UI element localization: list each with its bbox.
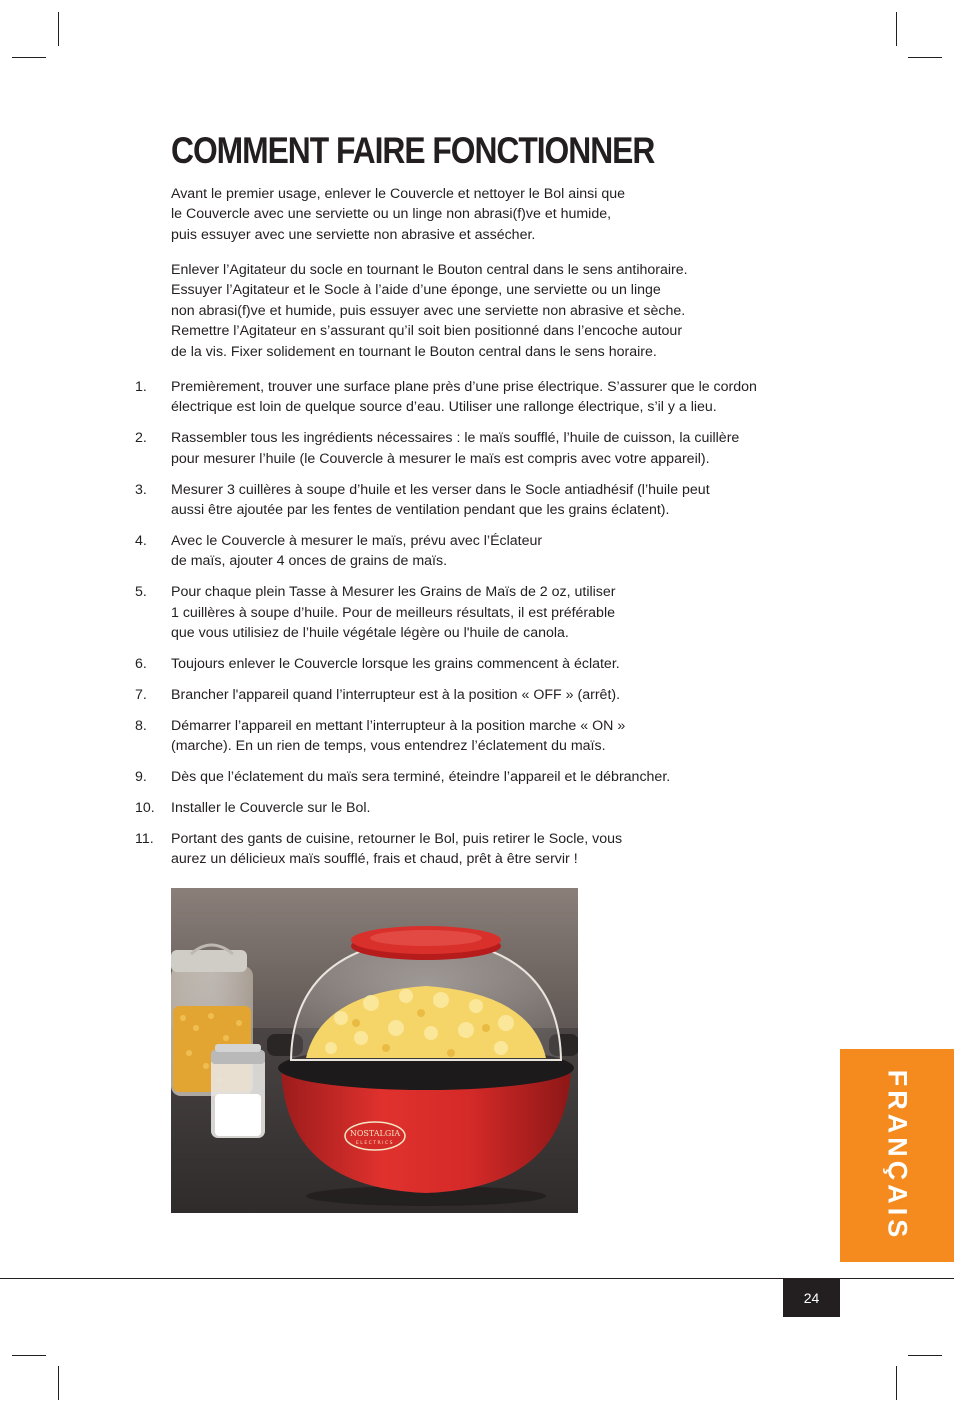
intro-paragraph-1 <box>171 184 811 245</box>
step-text-line: pour mesurer l’huile (le Couvercle à mesurer le maïs est compris avec votre appareil). <box>171 450 710 467</box>
crop-mark <box>58 12 59 46</box>
step-text-line: 1 cuillères à soupe d’huile. Pour de meilleurs résultats, il est préférable <box>171 604 615 621</box>
step-text-line: Portant des gants de cuisine, retourner le Bol, puis retirer le Socle, vous <box>171 830 623 847</box>
step-item <box>0 654 954 674</box>
text-line: de la vis. Fixer solidement en tournant le Bouton central dans le sens horaire. <box>171 343 657 360</box>
crop-mark <box>12 57 46 58</box>
text-line: puis essuyer avec une serviette non abrasive et assécher. <box>171 226 536 243</box>
crop-mark <box>12 1355 46 1356</box>
text-line: Essuyer l’Agitateur et le Socle à l’aide d’une éponge, une serviette ou un linge <box>171 282 661 299</box>
step-item <box>0 829 954 870</box>
step-item <box>0 531 954 572</box>
text-line: non abrasi(f)ve et humide, puis essuyer avec une serviette non abrasive et sèche. <box>171 302 686 319</box>
step-text-line: Démarrer l’appareil en mettant l’interrupteur à la position marche « ON » <box>171 717 626 734</box>
step-number: 6. <box>135 655 147 672</box>
step-text-line: aussi être ajoutée par les fentes de ventilation pendant que les grains éclatent). <box>171 502 670 519</box>
text-line: le Couvercle avec une serviette ou un linge non abrasi(f)ve et humide, <box>171 206 612 223</box>
step-number: 2. <box>135 430 147 447</box>
step-text-line: Toujours enlever le Couvercle lorsque les grains commencent à éclater. <box>171 655 620 672</box>
step-text-line: Rassembler tous les ingrédients nécessaires : le maïs soufflé, l’huile de cuisson, la cuillère <box>171 430 740 447</box>
step-item <box>0 377 954 418</box>
intro-paragraph-2 <box>171 260 811 362</box>
popcorn-maker-illustration <box>171 888 578 1213</box>
step-text-line: Avec le Couvercle à mesurer le maïs, prévu avec l’Éclateur <box>171 532 543 549</box>
page-title: COMMENT FAIRE FONCTIONNER <box>171 130 655 171</box>
step-text-line: Pour chaque plein Tasse à Mesurer les Grains de Maïs de 2 oz, utiliser <box>171 584 616 601</box>
step-number: 10. <box>135 800 155 816</box>
step-item <box>0 685 954 705</box>
step-text-line: Brancher l'appareil quand l’interrupteur est à la position « OFF » (arrêt). <box>171 686 621 703</box>
brand-logo-text: NOSTALGIA <box>349 1129 401 1138</box>
text-line: Remettre l’Agitateur en s’assurant qu’il soit bien positionné dans l’encoche autour <box>171 323 683 340</box>
step-number: 8. <box>135 717 147 734</box>
crop-mark <box>58 1366 59 1400</box>
page-number-box <box>783 1278 840 1317</box>
page-number: 24 <box>803 1289 820 1306</box>
step-number: 1. <box>135 379 147 395</box>
step-text-line: Mesurer 3 cuillères à soupe d’huile et les verser dans le Socle antiadhésif (l’huile peut <box>171 481 710 498</box>
text-line: Enlever l’Agitateur du socle en tournant le Bouton central dans le sens antihoraire. <box>171 262 688 278</box>
crop-mark <box>908 57 942 58</box>
crop-mark <box>896 1366 897 1400</box>
crop-mark <box>908 1355 942 1356</box>
language-text: FRANÇAIS <box>882 1069 913 1242</box>
step-number: 7. <box>135 686 147 703</box>
step-text-line: aurez un délicieux maïs soufflé, frais et chaud, prêt à être servir ! <box>171 851 578 868</box>
language-tab-label <box>840 1049 954 1262</box>
step-item <box>0 480 954 521</box>
step-text-line: Installer le Couvercle sur le Bol. <box>171 800 371 816</box>
step-number: 11. <box>135 830 154 847</box>
step-text-line: Premièrement, trouver une surface plane près d’une prise électrique. S’assurer que le cordon <box>171 379 757 395</box>
step-item <box>0 582 954 643</box>
instruction-steps <box>0 377 954 880</box>
crop-mark <box>896 12 897 46</box>
step-text-line: que vous utilisiez de l’huile végétale légère ou l'huile de canola. <box>171 625 569 642</box>
step-number: 9. <box>135 769 147 786</box>
step-text-line: de maïs, ajouter 4 onces de grains de maïs. <box>171 553 448 570</box>
step-number: 4. <box>135 532 147 549</box>
step-text-line: Dès que l’éclatement du maïs sera terminé, éteindre l’appareil et le débrancher. <box>171 769 671 786</box>
brand-logo-subtext: ELECTRICS <box>355 1141 395 1146</box>
step-text-line: électrique est loin de quelque source d’eau. Utiliser une rallonge électrique, s’il y a lieu. <box>171 399 717 416</box>
step-item <box>0 767 954 787</box>
text-line: Avant le premier usage, enlever le Couvercle et nettoyer le Bol ainsi que <box>171 186 625 202</box>
step-item <box>0 716 954 757</box>
product-photo <box>171 888 578 1213</box>
step-number: 5. <box>135 584 147 601</box>
step-item <box>0 428 954 469</box>
step-text-line: (marche). En un rien de temps, vous entendrez l’éclatement du maïs. <box>171 738 606 755</box>
step-item <box>0 798 954 818</box>
step-number: 3. <box>135 481 147 498</box>
